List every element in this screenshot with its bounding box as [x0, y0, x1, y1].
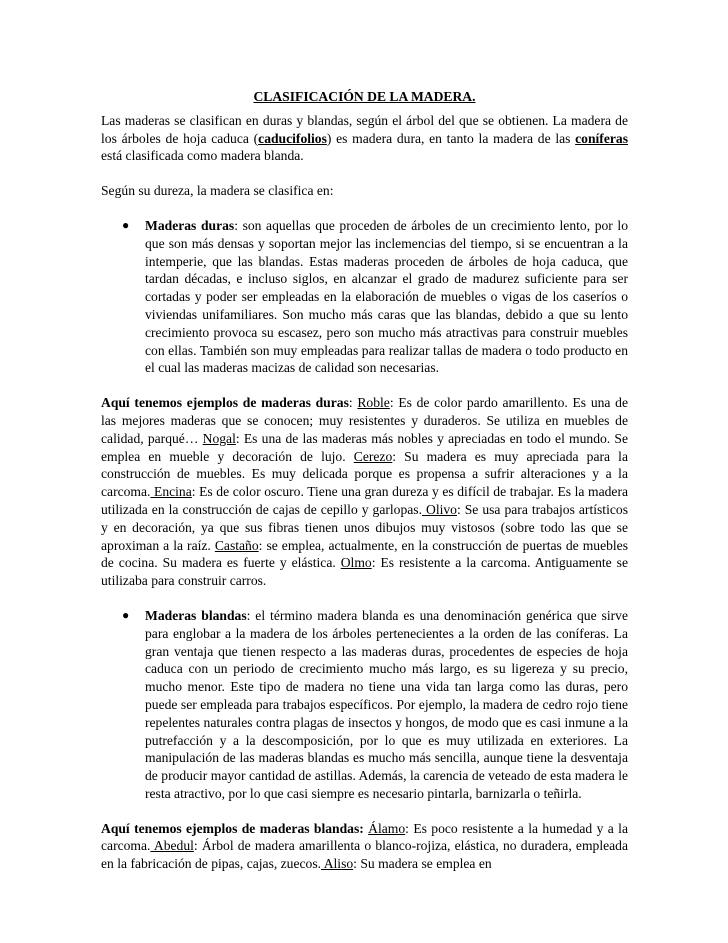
intro-text-2: ) es madera dura, en tanto la madera de las	[326, 130, 576, 146]
heading-ejemplos-blandas: Aquí tenemos ejemplos de maderas blandas:	[101, 820, 364, 836]
label-maderas-blandas: Maderas blandas	[145, 607, 247, 623]
text-abedul: : Árbol de madera amarillenta o blanco-rojiza, elástica, no duradera, empleada en la fabricación de pipas, cajas, zuecos.	[101, 838, 628, 872]
text-castano: : se emplea, actualmente, en la construcción de puertas de muebles de cocina. Su madera es fuerte y elástica.	[101, 537, 628, 571]
text-encina: : Es de color oscuro. Tiene una gran dureza y es difícil de trabajar. Es la madera utilizada en la construcción de cajas de cepillo y garlopas.	[101, 484, 629, 517]
term-coniferas: coníferas	[575, 130, 628, 146]
term-aliso: Aliso	[321, 856, 354, 872]
term-nogal: Nogal	[202, 430, 236, 446]
ejemplos-blandas-paragraph	[101, 820, 628, 873]
term-encina: Encina	[150, 484, 192, 500]
term-olivo: Olivo	[422, 501, 457, 517]
text-cerezo: : Su madera es muy apreciada para la construcción de muebles. Es muy delicada porque es propensa a sufrir alteraciones y a la carcoma.	[101, 448, 628, 500]
term-cerezo: Cerezo	[353, 448, 393, 464]
label-maderas-duras: Maderas duras	[145, 217, 235, 233]
list-item-maderas-blandas	[122, 607, 628, 803]
text-olivo: : Se usa para trabajos artísticos y en decoración, ya que sus fibras tienen unos dibujos muy vistosos (sobre todo las que se aproximan a la raíz.	[101, 501, 628, 553]
text-nogal: : Es una de las maderas más nobles y apreciadas en todo el mundo. Se emplea en mueble y decoración de lujo.	[101, 430, 628, 464]
bullet-icon: ●	[122, 607, 130, 622]
ejemplos-duras-paragraph	[101, 394, 628, 590]
term-roble: Roble	[357, 395, 390, 411]
bullet-icon: ●	[122, 217, 130, 232]
text-olmo: : Es resistente a la carcoma. Antiguamente se utilizaba para construir carros.	[101, 555, 628, 589]
term-castano: Castaño	[214, 537, 259, 553]
dureza-intro: Según su dureza, la madera se clasifica en:	[101, 183, 334, 199]
intro-text-1: Las maderas se clasifican en duras y blandas, según el árbol del que se obtienen. La madera de los árboles de hoja caduca (	[101, 112, 628, 146]
term-caducifolios: caducifolios	[258, 130, 327, 146]
list-item-maderas-duras	[122, 217, 628, 377]
term-alamo: Álamo	[368, 820, 406, 836]
list-maderas-blandas	[101, 607, 628, 803]
text-maderas-duras: : son aquellas que proceden de árboles de un crecimiento lento, por lo que son más densas y soportan mejor las inclemencias del tiempo, si se encuentran a la intemperie, que las blandas. Estas maderas proceden de árboles de hoja caduca, que tardan décadas, e incluso siglos, en alcanzar el grado de madurez suficiente para ser cortadas y poder ser empleadas en la elaboración de muebles o vigas de los caseríos o viviendas unifamiliares. Son mucho más caras que las blandas, debido a que su lento crecimiento provoca su escasez, pero son mucho más atractivas para construir muebles con ellas. También son muy empleadas para realizar tallas de madera o todo producto en el cual las maderas macizas de calidad son necesarias.	[145, 217, 628, 376]
text-roble: : Es de color pardo amarillento. Es una de las mejores maderas que se conocen; muy resistentes y duraderos. Se utiliza en muebles de calidad, parqué…	[101, 395, 628, 446]
text-alamo: : Es poco resistente a la humedad y a la carcoma.	[101, 820, 628, 854]
colon-ejemplos-duras: :	[348, 395, 358, 411]
document-title: CLASIFICACIÓN DE LA MADERA.	[253, 89, 476, 104]
intro-text-3: está clasificada como madera blanda.	[101, 148, 304, 164]
text-maderas-blandas: : el término madera blanda es una denominación genérica que sirve para englobar a la madera de los árboles pertenecientes a la orden de las coníferas. La gran ventaja que tienen respecto a las maderas duras, procedentes de especies de hoja caduca con un periodo de crecimiento mucho más largo, es su ligereza y su precio, mucho menor. Este tipo de madera no tiene una vida tan larga como las duras, pero puede ser empleada para trabajos específicos. Por ejemplo, la madera de cedro rojo tiene repelentes naturales contra plagas de insectos y hongos, de modo que es casi inmune a la putrefacción y a la descomposición, por lo que es muy utilizada en exteriores. La manipulación de las maderas blandas es mucho más sencilla, aunque tiene la desventaja de producir mayor cantidad de astillas. Además, la carencia de veteado de esta madera le resta atractivo, por lo que casi siempre es necesario pintarla, barnizarla o teñirla.	[145, 607, 628, 801]
text-aliso: : Su madera se emplea en	[353, 856, 492, 872]
term-abedul: Abedul	[150, 838, 194, 854]
heading-ejemplos-duras: Aquí tenemos ejemplos de maderas duras	[101, 395, 349, 411]
term-olmo: Olmo	[340, 555, 372, 571]
list-maderas-duras	[101, 217, 628, 377]
intro-paragraph	[101, 112, 628, 165]
